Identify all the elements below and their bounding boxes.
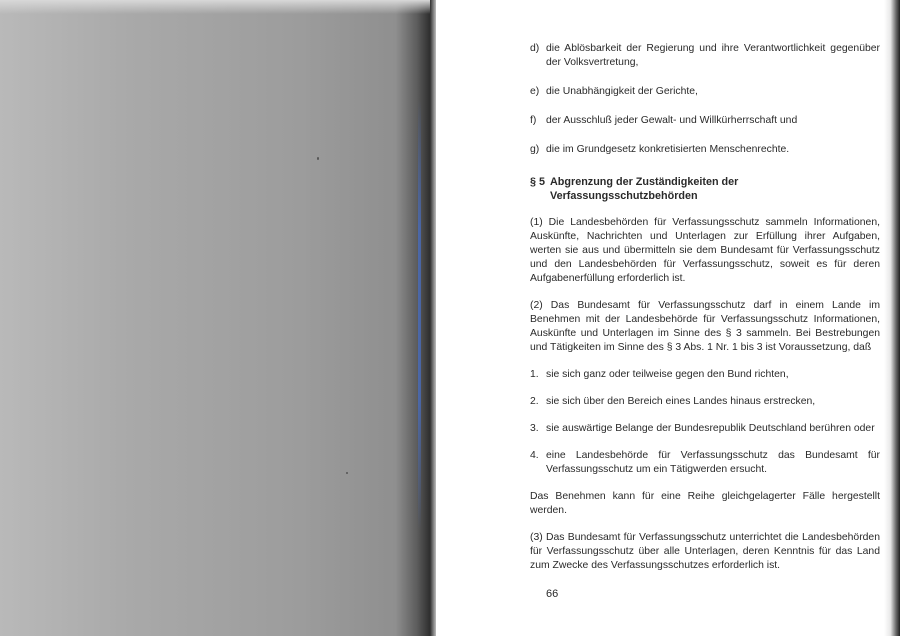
list-text: die Unabhängigkeit der Gerichte,	[546, 86, 698, 97]
numbered-item	[530, 395, 880, 409]
paragraph-benehmen: Das Benehmen kann für eine Reihe gleichgelagerter Fälle hergestellt werden.	[530, 491, 880, 516]
list-text: der Ausschluß jeder Gewalt- und Willkürherrschaft und	[546, 115, 798, 126]
scan-speck	[346, 472, 348, 474]
list-text: eine Landesbehörde für Verfassungsschutz das Bundesamt für Verfassungsschutz um ein Tätigwerden ersucht.	[546, 450, 880, 475]
paragraph-1: (1) Die Landesbehörden für Verfassungsschutz sammeln Informationen, Auskünfte, Nachrichten und Unterlagen zur Erfüllung ihrer Aufgaben, werten sie aus und übermitteln sie dem Bundesamt für Verfassungsschutz und den Landesbehörden für Verfassungsschutz, soweit es für deren Aufgabenerfüllung erforderlich ist.	[530, 217, 880, 284]
list-text: sie auswärtige Belange der Bundesrepublik Deutschland berühren oder	[546, 423, 875, 434]
list-marker: 2.	[530, 396, 539, 407]
page-number: 66	[546, 588, 559, 600]
document-page	[530, 42, 880, 601]
paragraph-2: (2) Das Bundesamt für Verfassungsschutz darf in einem Lande im Benehmen mit der Landesbehörde für Verfassungsschutz Informationen, Auskünfte und Unterlagen im Sinne des § 3 sammeln. Bei Bestrebungen und Tätigkeiten im Sinne des § 3 Abs. 1 Nr. 1 bis 3 ist Voraussetzung, daß	[530, 300, 880, 353]
list-marker: 1.	[530, 369, 539, 380]
list-marker: 3.	[530, 423, 539, 434]
list-item	[530, 42, 880, 70]
list-marker: 4.	[530, 450, 539, 461]
numbered-item	[530, 368, 880, 382]
left-page-blank	[0, 0, 430, 636]
section-heading	[530, 175, 880, 203]
list-text: sie sich ganz oder teilweise gegen den Bund richten,	[546, 369, 789, 380]
list-marker: f)	[530, 115, 537, 126]
list-item	[530, 114, 880, 128]
list-text: die im Grundgesetz konkretisierten Menschenrechte.	[546, 144, 790, 155]
numbered-item	[530, 422, 880, 436]
right-page-edge	[884, 0, 900, 636]
list-item	[530, 85, 880, 99]
list-marker: d)	[530, 43, 540, 54]
numbered-item	[530, 449, 880, 477]
section-title: Abgrenzung der Zuständigkeiten der Verfassungsschutzbehörden	[550, 176, 739, 202]
book-spine	[430, 0, 436, 636]
list-item	[530, 143, 880, 157]
paragraph-3: (3) Das Bundesamt für Verfassungsschutz unterrichtet die Landesbehörden für Verfassungsschutz über alle Unterlagen, deren Kenntnis für das Land zum Zwecke des Verfassungsschutzes erforderlich ist.	[530, 532, 880, 571]
list-text: sie sich über den Bereich eines Landes hinaus erstrecken,	[546, 396, 816, 407]
section-number: § 5	[530, 176, 546, 188]
scan-speck	[317, 157, 319, 160]
list-marker: g)	[530, 144, 540, 155]
list-marker: e)	[530, 86, 540, 97]
list-text: die Ablösbarkeit der Regierung und ihre Verantwortlichkeit gegenüber der Volksvertretung,	[546, 43, 880, 68]
page-edge-accent	[418, 100, 421, 530]
